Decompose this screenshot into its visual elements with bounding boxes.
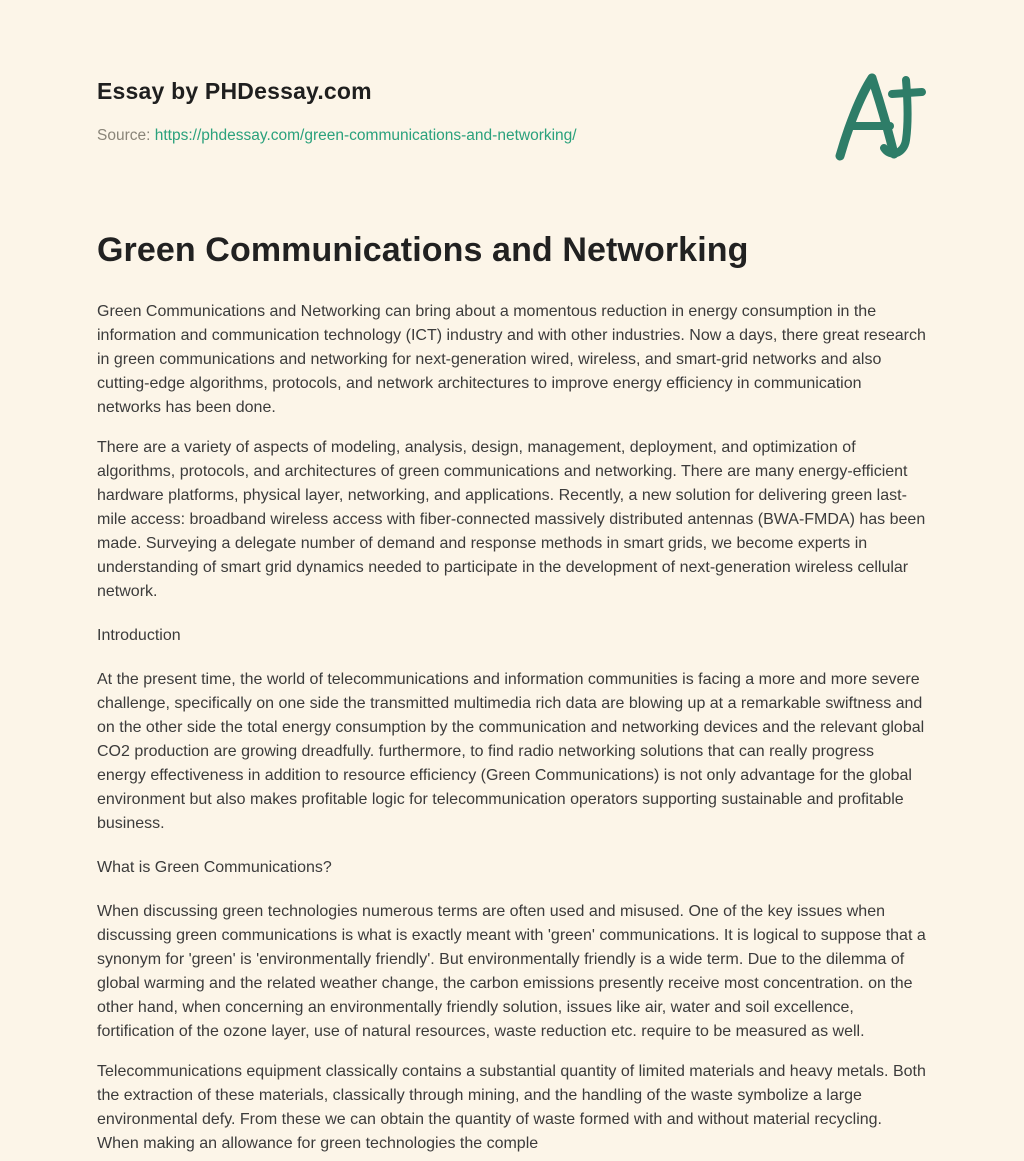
essay-body xyxy=(97,300,927,1156)
essay-title: Green Communications and Networking xyxy=(97,231,749,269)
essay-heading-introduction: Introduction xyxy=(97,627,181,644)
source-line xyxy=(97,127,927,145)
essay-paragraph-3: At the present time, the world of telecommunications and information communities is facing a more and more severe challenge, specifically on one side the transmitted multimedia rich data are blowing up at a remarkable swiftness and on the other side the total energy consumption by the communication and networking devices and the relevant global CO2 production are growing dreadfully. furthermore, to find radio networking solutions that can really progress energy effectiveness in addition to resource efficiency (Green Communications) is not only advantage for the global environment but also makes profitable logic for telecommunication operators supporting sustainable and profitable business. xyxy=(97,671,925,832)
source-url-link[interactable]: https://phdessay.com/green-communications-and-networking/ xyxy=(154,127,577,144)
essay-paragraph-2: There are a variety of aspects of modeling, analysis, design, management, deployment, and optimization of algorithms, protocols, and architectures of green communications and networking. There are many energy-efficient hardware platforms, physical layer, networking, and applications. Recently, a new solution for delivering green last-mile access: broadband wireless access with fiber-connected massively distributed antennas (BWA-FMDA) has been made. Surveying a delegate number of demand and response methods in smart grids, we become experts in understanding of smart grid dynamics needed to participate in the development of next-generation wireless cellular network. xyxy=(97,439,926,600)
essay-heading-what-is-green-communications: What is Green Communications? xyxy=(97,859,332,876)
phdessay-a-plus-logo-icon xyxy=(828,68,928,164)
source-label: Source: xyxy=(97,127,151,144)
essay-paragraph-5: Telecommunications equipment classically contains a substantial quantity of limited materials and heavy metals. Both the extraction of these materials, classically through mining, and the handling of the waste symbolize a large environmental defy. From these we can obtain the quantity of waste formed with and without material recycling. When making an allowance for green technologies the comple xyxy=(97,1063,926,1152)
essay-paragraph-1: Green Communications and Networking can bring about a momentous reduction in energy consumption in the information and communication technology (ICT) industry and with other industries. Now a days, there great research in green communications and networking for next-generation wired, wireless, and smart-grid networks and also cutting-edge algorithms, protocols, and network architectures to improve energy efficiency in communication networks has been done. xyxy=(97,303,926,416)
page-header-title: Essay by PHDessay.com xyxy=(97,78,372,104)
essay-paragraph-4: When discussing green technologies numerous terms are often used and misused. One of the key issues when discussing green communications is what is exactly meant with 'green' communications. It is logical to suppose that a synonym for 'green' is 'environmentally friendly'. But environmentally friendly is a wide term. Due to the dilemma of global warming and the related weather change, the carbon emissions presently receive most concentration. on the other hand, when concerning an environmentally friendly solution, issues like air, water and soil excellence, fortification of the ozone layer, use of natural resources, waste reduction etc. require to be measured as well. xyxy=(97,903,926,1040)
